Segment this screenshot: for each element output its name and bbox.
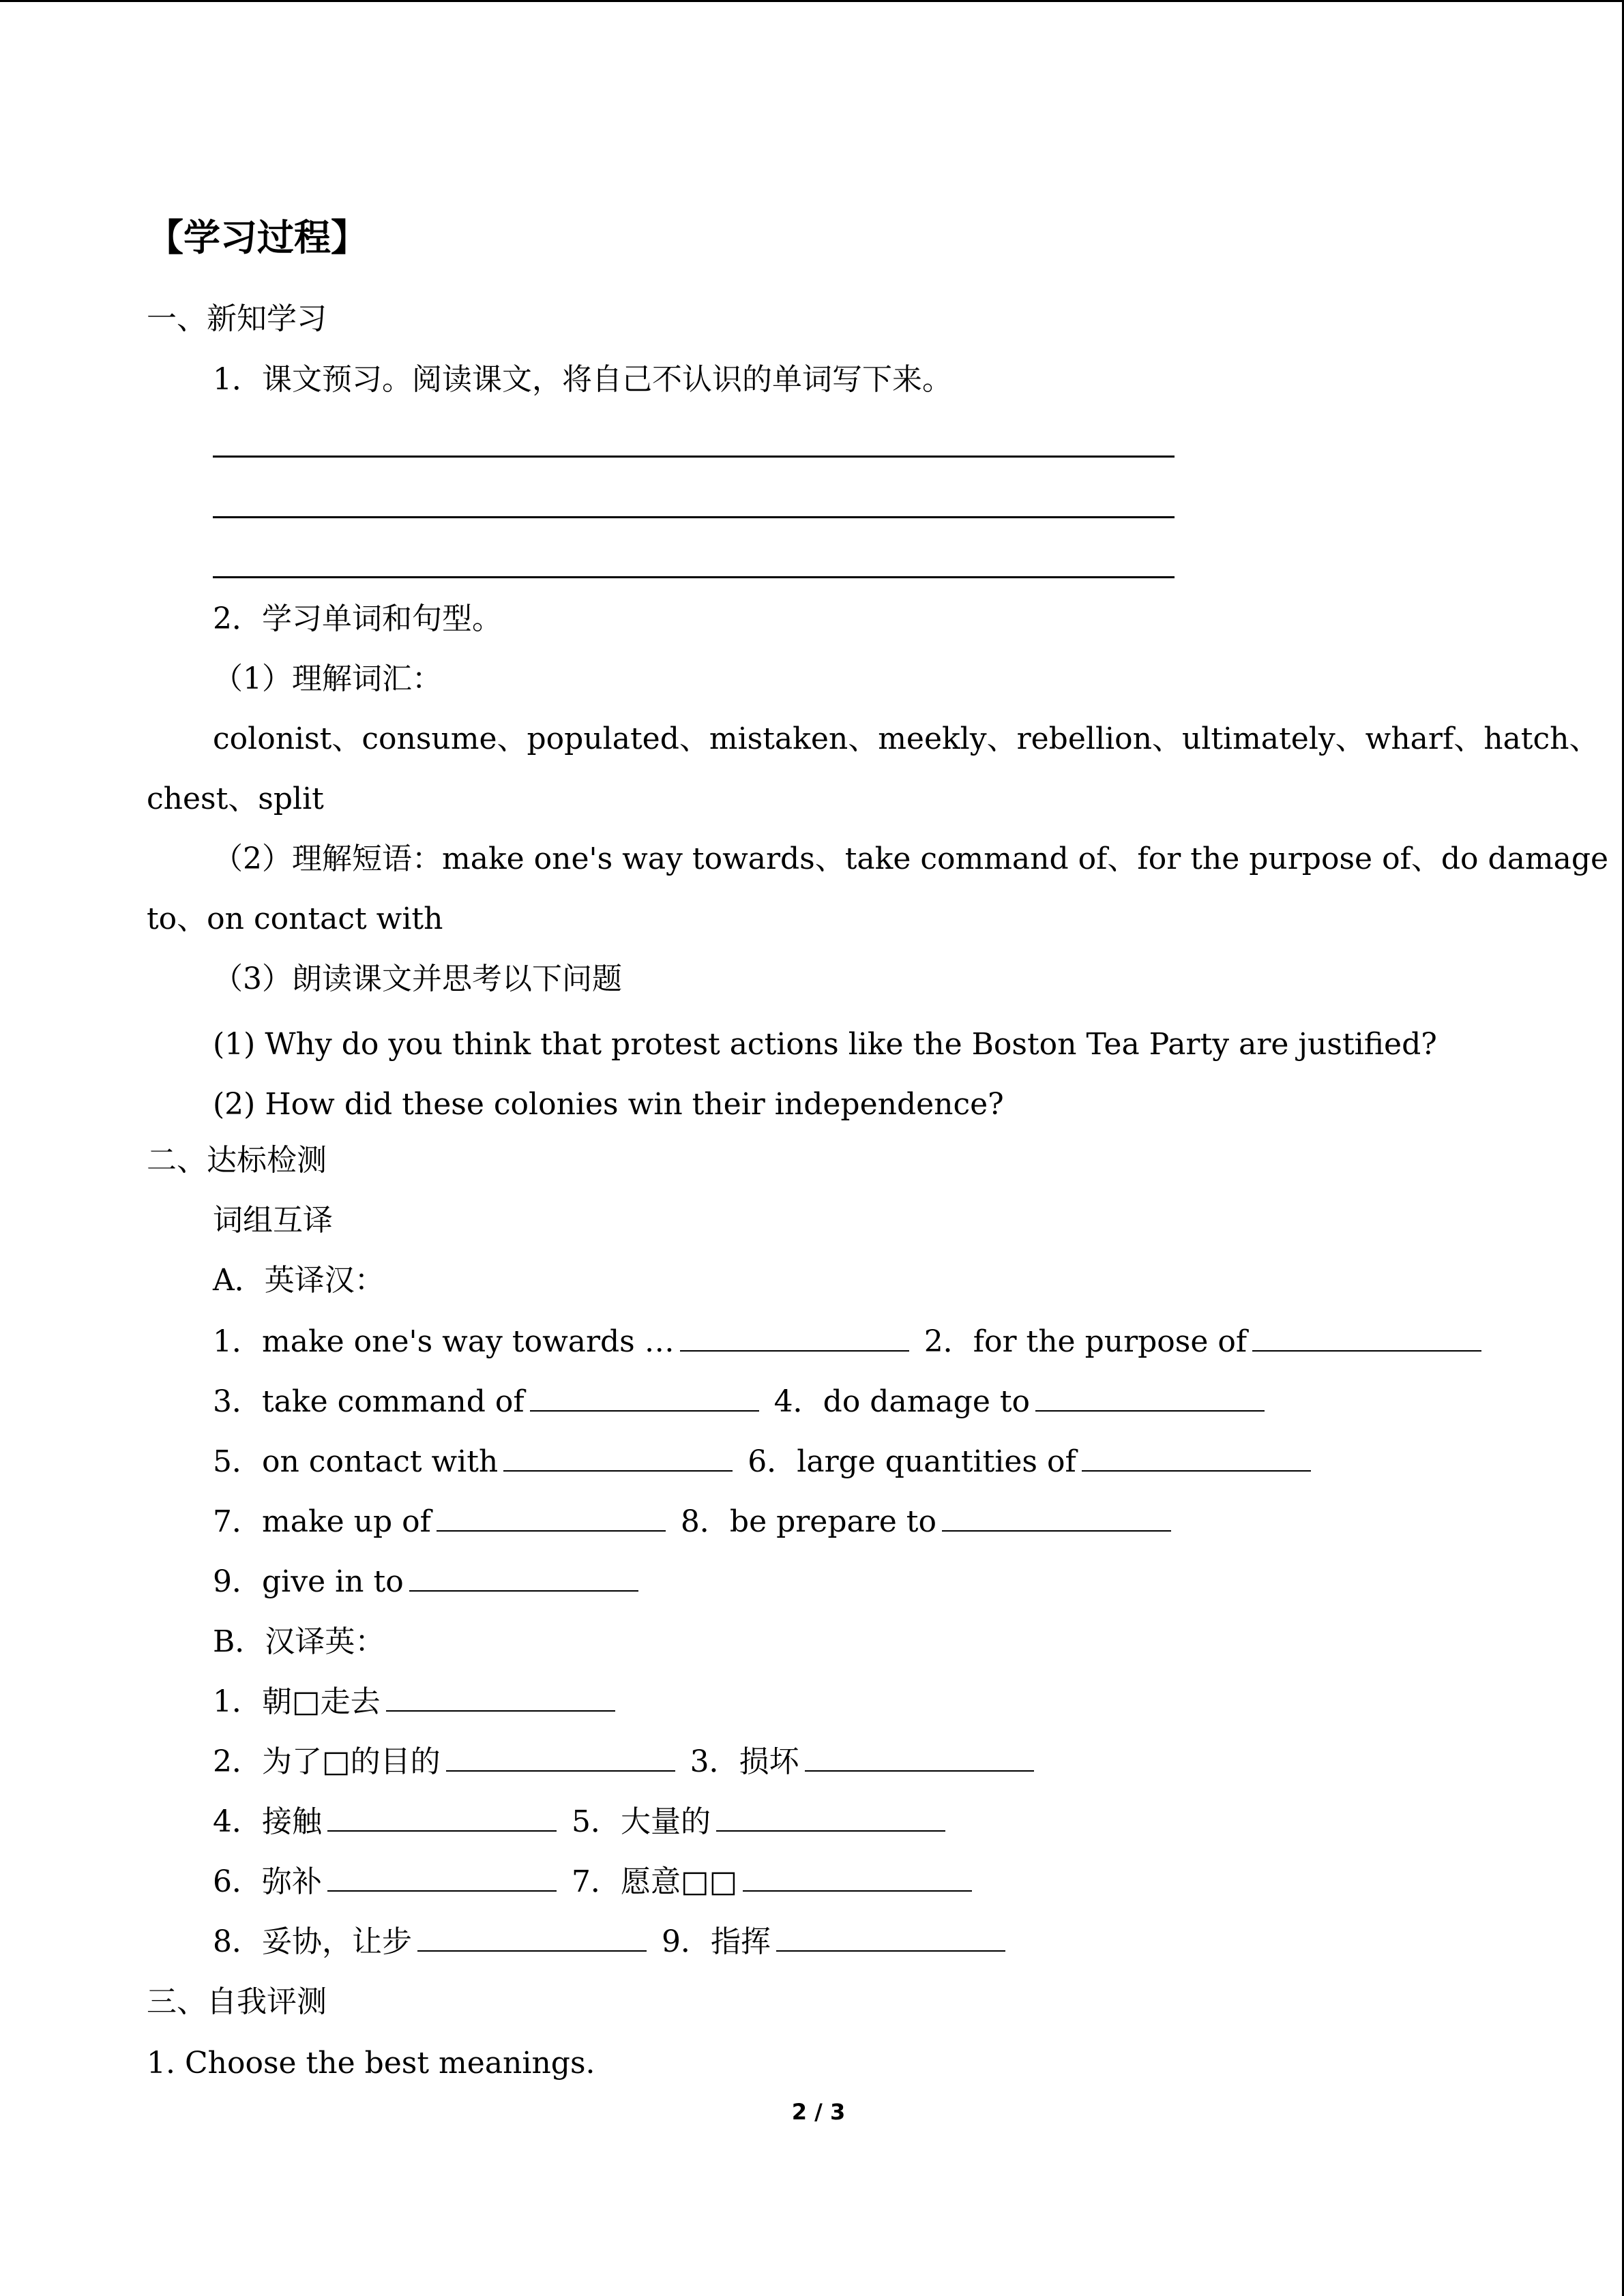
a-row-2 [213,1382,1270,1422]
a-item-2: 2．for the purpose of [924,1324,1247,1359]
b-item-4: 4．接触 [213,1804,322,1839]
sec1-sub1: （1）理解词汇： [213,661,442,696]
b-item-5: 5．大量的 [572,1804,711,1839]
a-row-3 [213,1442,1316,1482]
a-item-1: 1．make one's way towards … [213,1324,675,1359]
sec1-sub3: （3）朗读课文并思考以下问题 [213,961,622,996]
question-1: (1) Why do you think that protest actions like the Boston Tea Party are justified? [213,1027,1437,1062]
answer-line-1 [213,456,1175,458]
b-blank-1[interactable] [386,1683,615,1712]
b-item-8: 8．妥协，让步 [213,1924,412,1959]
vocab-line-2: chest、split [147,781,324,816]
page-top-border [0,0,1624,2]
b-row-1 [213,1682,621,1723]
b-blank-4[interactable] [327,1803,557,1832]
question-2: (2) How did these colonies win their independence? [213,1087,1004,1122]
sec1-heading: 一、新知学习 [147,301,327,336]
phrases-line-2: to、on contact with [147,901,443,936]
a-blank-7[interactable] [437,1503,666,1532]
b-row-4 [213,1862,977,1903]
b-row-3 [213,1802,951,1843]
sec1-item1: 1．课文预习。阅读课文，将自己不认识的单词写下来。 [213,362,952,397]
answer-line-2 [213,516,1175,518]
sec1-item2: 2．学习单词和句型。 [213,601,502,636]
a-blank-1[interactable] [680,1323,909,1352]
b-row-2 [213,1742,1039,1783]
b-item-2: 2．为了□的目的 [213,1744,441,1779]
sec3-heading: 三、自我评测 [147,1984,327,2019]
a-item-6: 6．large quantities of [748,1444,1076,1479]
a-blank-8[interactable] [942,1503,1171,1532]
a-item-4: 4．do damage to [773,1384,1031,1419]
sec2-sub: 词组互译 [213,1203,333,1238]
a-item-7: 7．make up of [213,1504,431,1539]
phrases-line-1: （2）理解短语：make one's way towards、take command of、for the purpose of、do damage [213,841,1609,876]
a-item-9: 9．give in to [213,1564,404,1599]
a-blank-9[interactable] [409,1563,638,1592]
a-blank-3[interactable] [530,1383,759,1412]
b-row-5 [213,1922,1011,1963]
b-blank-3[interactable] [805,1743,1034,1772]
a-blank-2[interactable] [1252,1323,1481,1352]
b-blank-5[interactable] [716,1803,945,1832]
a-row-5 [213,1562,644,1602]
part-a-label: A．英译汉： [213,1263,385,1298]
page-number: 2 / 3 [791,2099,846,2125]
a-row-4 [213,1502,1177,1542]
b-item-6: 6．弥补 [213,1864,322,1899]
a-row-1 [213,1322,1487,1362]
a-item-5: 5．on contact with [213,1444,499,1479]
a-item-8: 8．be prepare to [680,1504,936,1539]
sec2-heading: 二、达标检测 [147,1143,327,1178]
vocab-line-1: colonist、consume、populated、mistaken、meekly、rebellion、ultimately、wharf、hatch、 [213,721,1599,756]
section-title: 【学习过程】 [147,215,368,259]
b-blank-2[interactable] [446,1743,675,1772]
b-blank-7[interactable] [743,1863,972,1892]
a-blank-6[interactable] [1082,1443,1311,1472]
a-blank-5[interactable] [503,1443,733,1472]
b-blank-8[interactable] [417,1923,647,1952]
b-blank-9[interactable] [776,1923,1005,1952]
b-item-3: 3．损坏 [690,1744,799,1779]
b-item-7: 7．愿意□□ [572,1864,738,1899]
part-b-label: B．汉译英： [213,1624,385,1659]
a-blank-4[interactable] [1035,1383,1265,1412]
b-item-1: 1．朝□走去 [213,1684,381,1719]
b-blank-6[interactable] [327,1863,557,1892]
sec3-item1: 1. Choose the best meanings. [147,2046,595,2081]
a-item-3: 3．take command of [213,1384,525,1419]
b-item-9: 9．指挥 [662,1924,771,1959]
answer-line-3 [213,576,1175,578]
